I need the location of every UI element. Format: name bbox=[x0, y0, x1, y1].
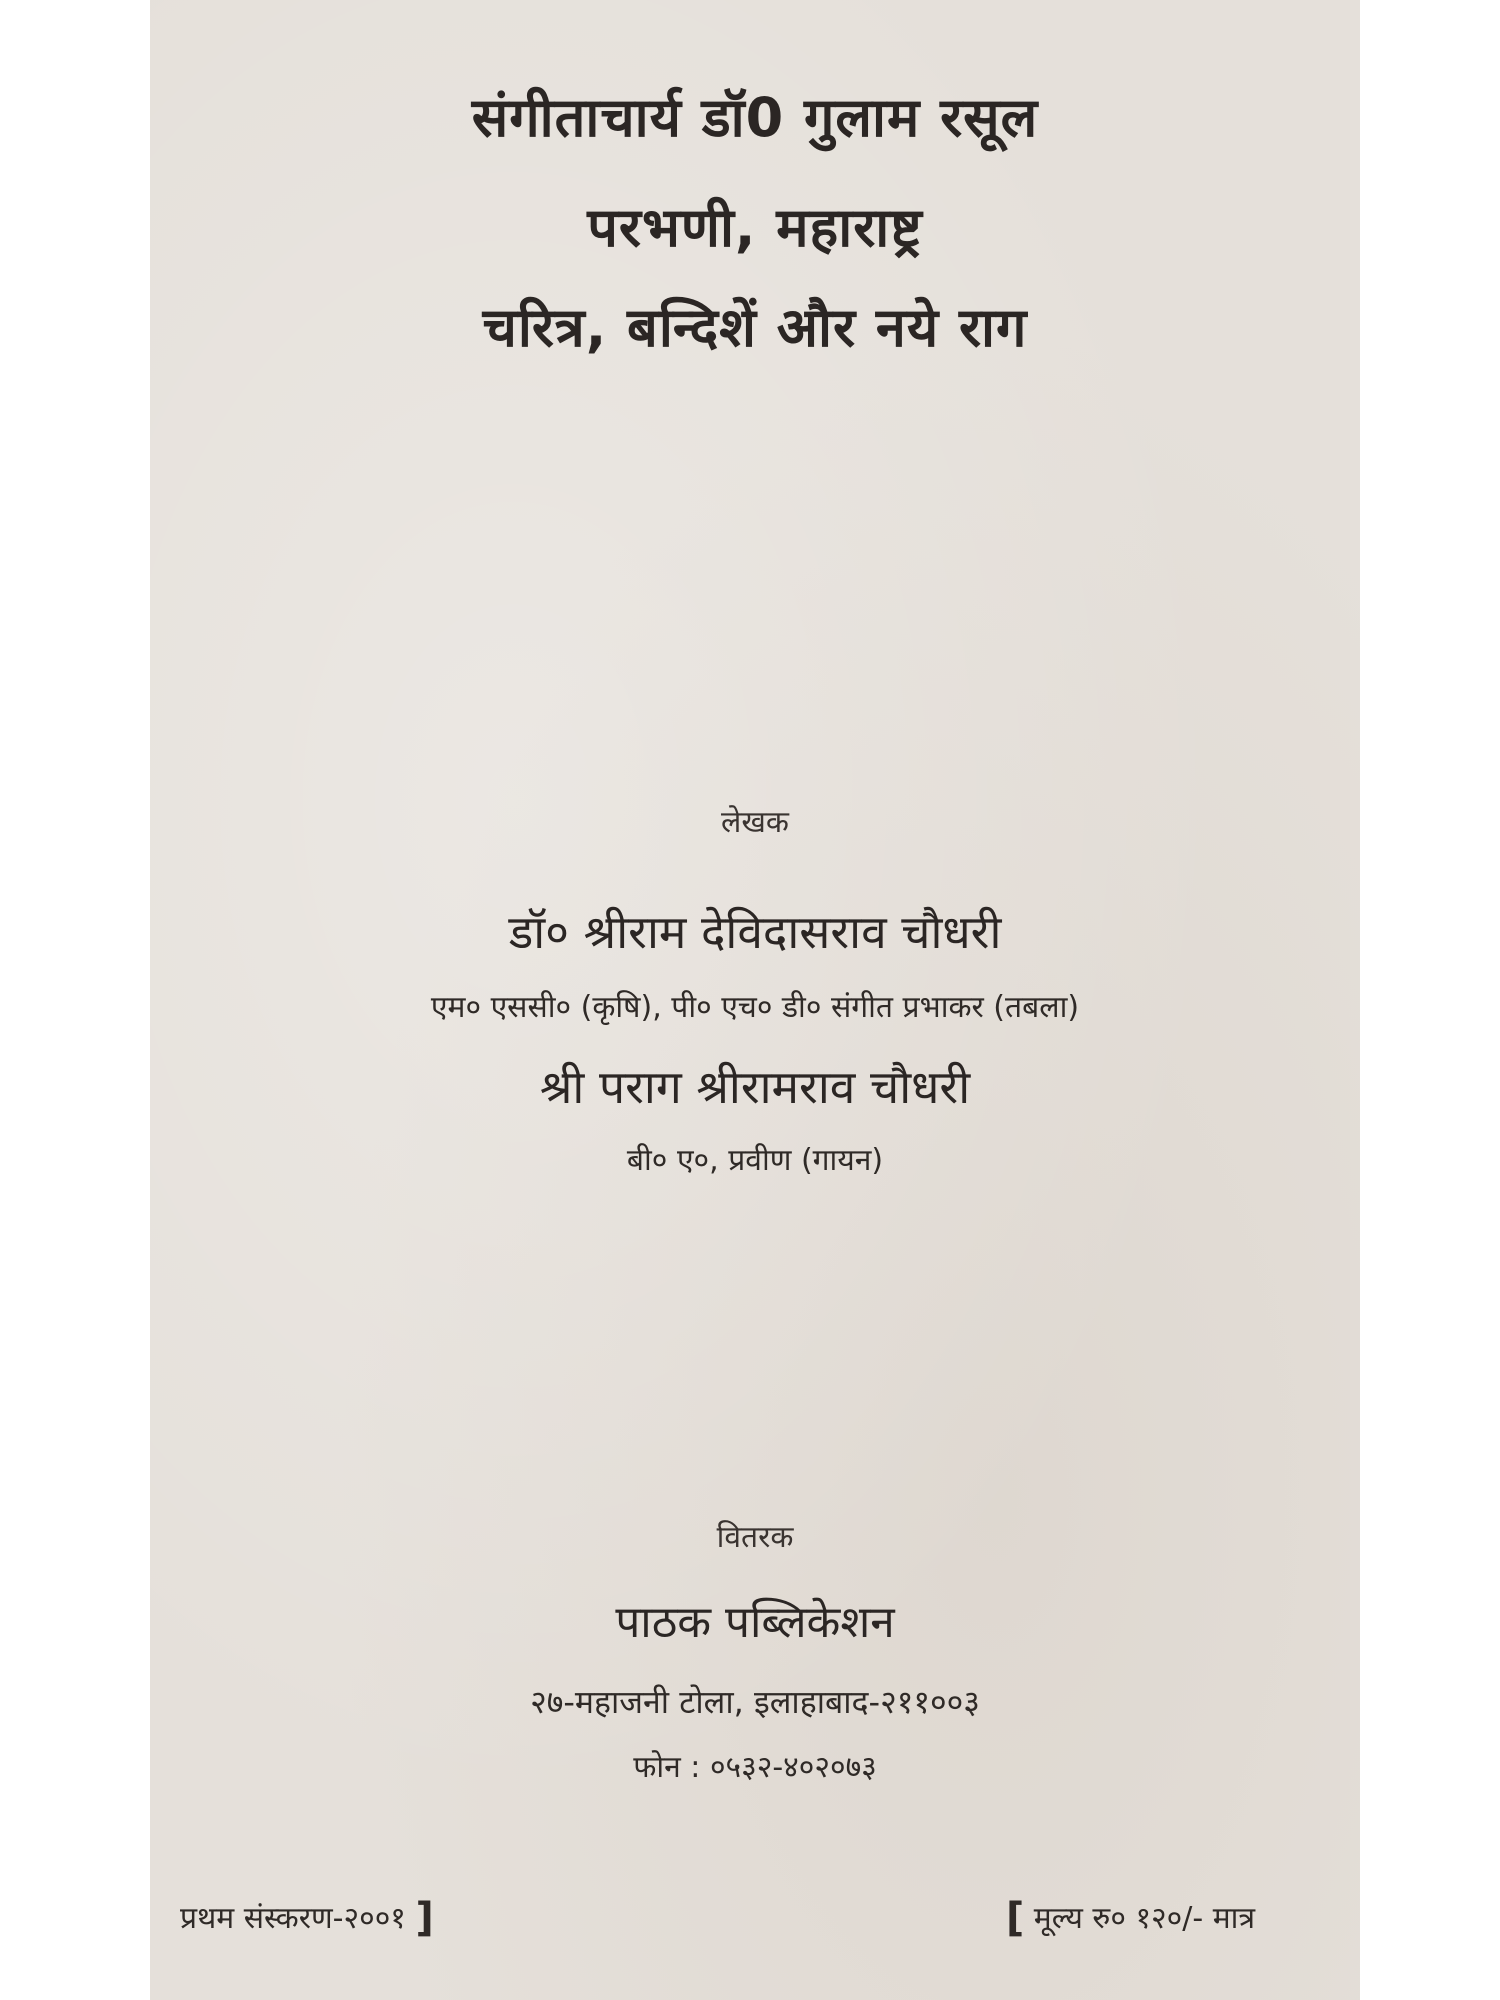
author-1-qualifications: एम० एससी० (कृषि), पी० एच० डी० संगीत प्रभाकर (तबला) bbox=[430, 990, 1080, 1025]
book-title-line-2: परभणी, महाराष्ट्र bbox=[587, 196, 923, 259]
price-note bbox=[1006, 1895, 1255, 1941]
publisher-phone: फोन : ०५३२-४०२०७३ bbox=[633, 1750, 877, 1785]
publisher-address: २७-महाजनी टोला, इलाहाबाद-२११००३ bbox=[530, 1683, 980, 1721]
author-2-name: श्री पराग श्रीरामराव चौधरी bbox=[539, 1060, 971, 1114]
title-page bbox=[150, 0, 1360, 2000]
edition-bracket: ] bbox=[415, 1895, 434, 1941]
publisher-name: पाठक पब्लिकेशन bbox=[615, 1597, 895, 1648]
book-title-line-3: चरित्र, बन्दिशें और नये राग bbox=[482, 296, 1028, 359]
author-label: लेखक bbox=[721, 805, 789, 840]
book-title-line-1: संगीताचार्य डॉ0 गुलाम रसूल bbox=[471, 86, 1039, 149]
author-2-qualifications: बी० ए०, प्रवीण (गायन) bbox=[626, 1143, 884, 1178]
distributor-label: वितरक bbox=[716, 1520, 794, 1555]
author-1-name: डॉ० श्रीराम देविदासराव चौधरी bbox=[508, 905, 1002, 959]
edition-note bbox=[180, 1895, 434, 1941]
price-text: मूल्य रु० १२०/- मात्र bbox=[1033, 1901, 1255, 1936]
edition-text: प्रथम संस्करण-२००१ bbox=[180, 1901, 406, 1936]
price-bracket: [ bbox=[1005, 1895, 1025, 1941]
